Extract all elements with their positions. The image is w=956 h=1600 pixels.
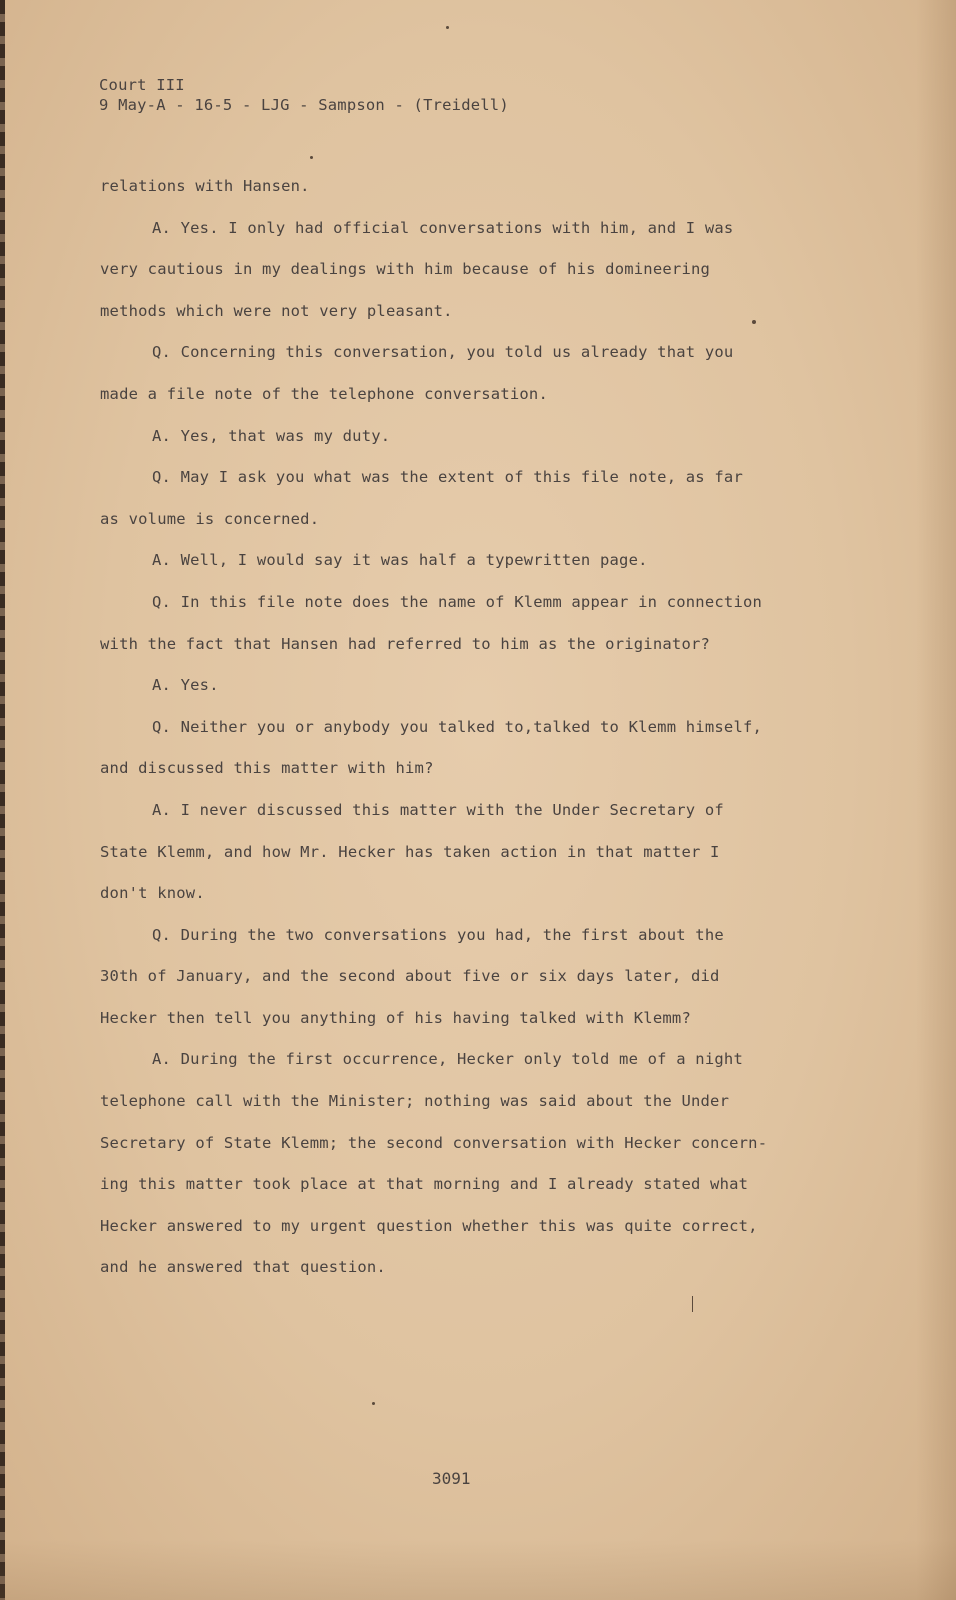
- transcript-line: methods which were not very pleasant.: [100, 301, 453, 320]
- transcript-line: ing this matter took place at that morning and I already stated what: [100, 1175, 749, 1194]
- transcript-body: [100, 176, 767, 1299]
- transcript-line: made a file note of the telephone conversation.: [100, 384, 548, 403]
- transcript-line: and he answered that question.: [100, 1258, 386, 1277]
- page-shading-bottom: [0, 1540, 956, 1600]
- transcript-line: don't know.: [100, 884, 205, 903]
- transcript-line: A. Well, I would say it was half a typewritten page.: [152, 551, 648, 570]
- transcript-line: A. Yes.: [152, 676, 219, 695]
- session-label: 9 May-A - 16-5 - LJG - Sampson - (Treidell): [99, 96, 509, 114]
- transcript-line: A. I never discussed this matter with the Under Secretary of: [152, 800, 724, 819]
- transcript-line: Secretary of State Klemm; the second conversation with Hecker concern-: [100, 1133, 768, 1152]
- page-shading-right: [916, 0, 956, 1600]
- transcript-line: Q. Concerning this conversation, you told us already that you: [152, 343, 734, 362]
- binding-edge: [0, 0, 5, 1600]
- transcript-line: Q. In this file note does the name of Klemm appear in connection: [152, 592, 763, 611]
- transcript-line: and discussed this matter with him?: [100, 759, 434, 778]
- transcript-line: A. During the first occurrence, Hecker only told me of a night: [152, 1050, 743, 1069]
- transcript-line: telephone call with the Minister; nothing was said about the Under: [100, 1092, 730, 1111]
- paper-fleck: [372, 1402, 375, 1405]
- transcript-line: very cautious in my dealings with him because of his domineering: [100, 260, 711, 279]
- transcript-line: A. Yes, that was my duty.: [152, 426, 391, 445]
- transcript-line: Q. During the two conversations you had, the first about the: [152, 925, 724, 944]
- transcript-line: State Klemm, and how Mr. Hecker has taken action in that matter I: [100, 842, 720, 861]
- transcript-line: Hecker answered to my urgent question whether this was quite correct,: [100, 1216, 758, 1235]
- transcript-line: Q. Neither you or anybody you talked to,talked to Klemm himself,: [152, 717, 763, 736]
- transcript-line: relations with Hansen.: [100, 177, 310, 195]
- paper-fleck: [446, 26, 449, 29]
- page-number: 3091: [432, 1469, 471, 1488]
- transcript-line: with the fact that Hansen had referred to him as the originator?: [100, 634, 711, 653]
- transcript-line: 30th of January, and the second about five or six days later, did: [100, 967, 720, 986]
- document-header: [99, 75, 509, 115]
- transcript-line: Q. May I ask you what was the extent of this file note, as far: [152, 468, 743, 487]
- transcript-line: Hecker then tell you anything of his having talked with Klemm?: [100, 1008, 691, 1027]
- court-label: Court III: [99, 76, 185, 94]
- transcript-line: A. Yes. I only had official conversations with him, and I was: [152, 218, 734, 237]
- transcript-line: as volume is concerned.: [100, 509, 320, 528]
- paper-fleck: [310, 156, 313, 159]
